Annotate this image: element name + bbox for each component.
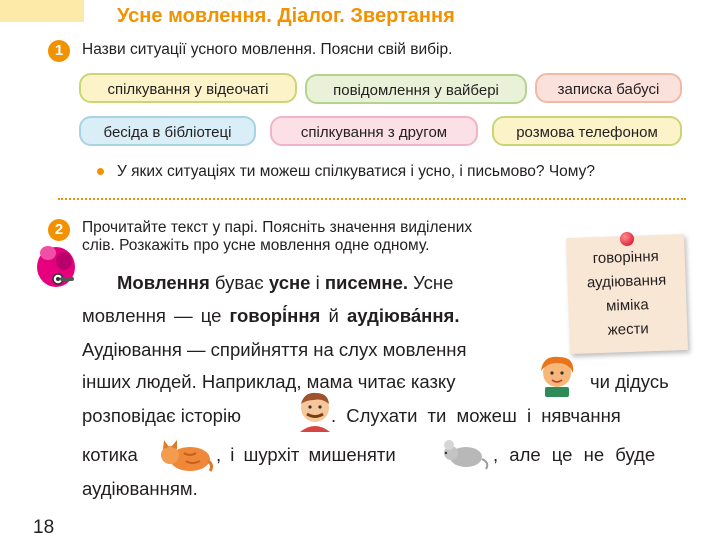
- text-line-4a: інших людей. Наприклад, мама читає казку: [82, 371, 456, 392]
- text-line-6b: , і шурхіт мишеняти: [216, 444, 396, 465]
- vocabulary-note: [566, 234, 688, 354]
- girl-reading-icon: [533, 355, 581, 399]
- note-term: міміка: [605, 296, 649, 315]
- term-bold: писемне.: [324, 272, 409, 293]
- task-number-badge: 1: [48, 40, 70, 62]
- text-line-7: аудіюванням.: [82, 478, 198, 499]
- text-line-6a: котика: [82, 444, 138, 465]
- task2-instruction-line2: слів. Розкажіть про усне мовлення одне одному.: [82, 237, 430, 254]
- text-line-5b: . Слухати ти можеш і нявчання: [331, 405, 621, 426]
- situation-chip: спілкування з другом: [270, 116, 478, 146]
- task1-instruction: Назви ситуації усного мовлення. Поясни свій вибір.: [82, 41, 453, 58]
- term-bold: аудіюва́ння.: [346, 305, 460, 326]
- situation-chip: записка бабусі: [535, 73, 682, 103]
- text-line-2: мовлення — це говорі́ння й аудіюва́ння.: [82, 305, 460, 326]
- page-title: Усне мовлення. Діалог. Звертання: [117, 5, 455, 27]
- text-line-6c: , але це не буде: [493, 444, 656, 465]
- text-line-1: Мовлення буває усне і писемне. Усне: [117, 272, 454, 293]
- section-divider: [58, 198, 686, 200]
- term-bold: говорі́ння: [229, 305, 321, 326]
- task-number-badge: 2: [48, 219, 70, 241]
- cat-icon: [158, 435, 214, 473]
- note-term: жести: [607, 320, 650, 339]
- text-line-4b: чи дідусь: [590, 371, 669, 392]
- bullet-icon: [97, 168, 104, 175]
- pin-icon: [620, 232, 634, 246]
- situation-chip: спілкування у відеочаті: [79, 73, 297, 103]
- situation-chip: повідомлення у вайбері: [305, 74, 527, 104]
- header-stripe: [0, 0, 84, 22]
- term-bold: усне: [268, 272, 311, 293]
- note-term: говоріння: [592, 247, 660, 268]
- page-number: 18: [33, 517, 55, 538]
- note-term: аудіювання: [586, 271, 667, 292]
- situation-chip: розмова телефоном: [492, 116, 682, 146]
- task1-question: У яких ситуаціях ти можеш спілкуватися і усно, і письмово? Чому?: [117, 163, 596, 180]
- text-line-3: Аудіювання — сприйняття на слух мовлення: [82, 339, 467, 360]
- mouse-icon: [440, 437, 490, 471]
- task2-instruction-line1: Прочитайте текст у парі. Поясніть значення виділених: [82, 219, 473, 236]
- situation-chip: бесіда в бібліотеці: [79, 116, 256, 146]
- term-bold: Мовлення: [117, 272, 210, 293]
- listening-character-icon: [34, 243, 78, 293]
- text-line-5a: розповідає історію: [82, 405, 241, 426]
